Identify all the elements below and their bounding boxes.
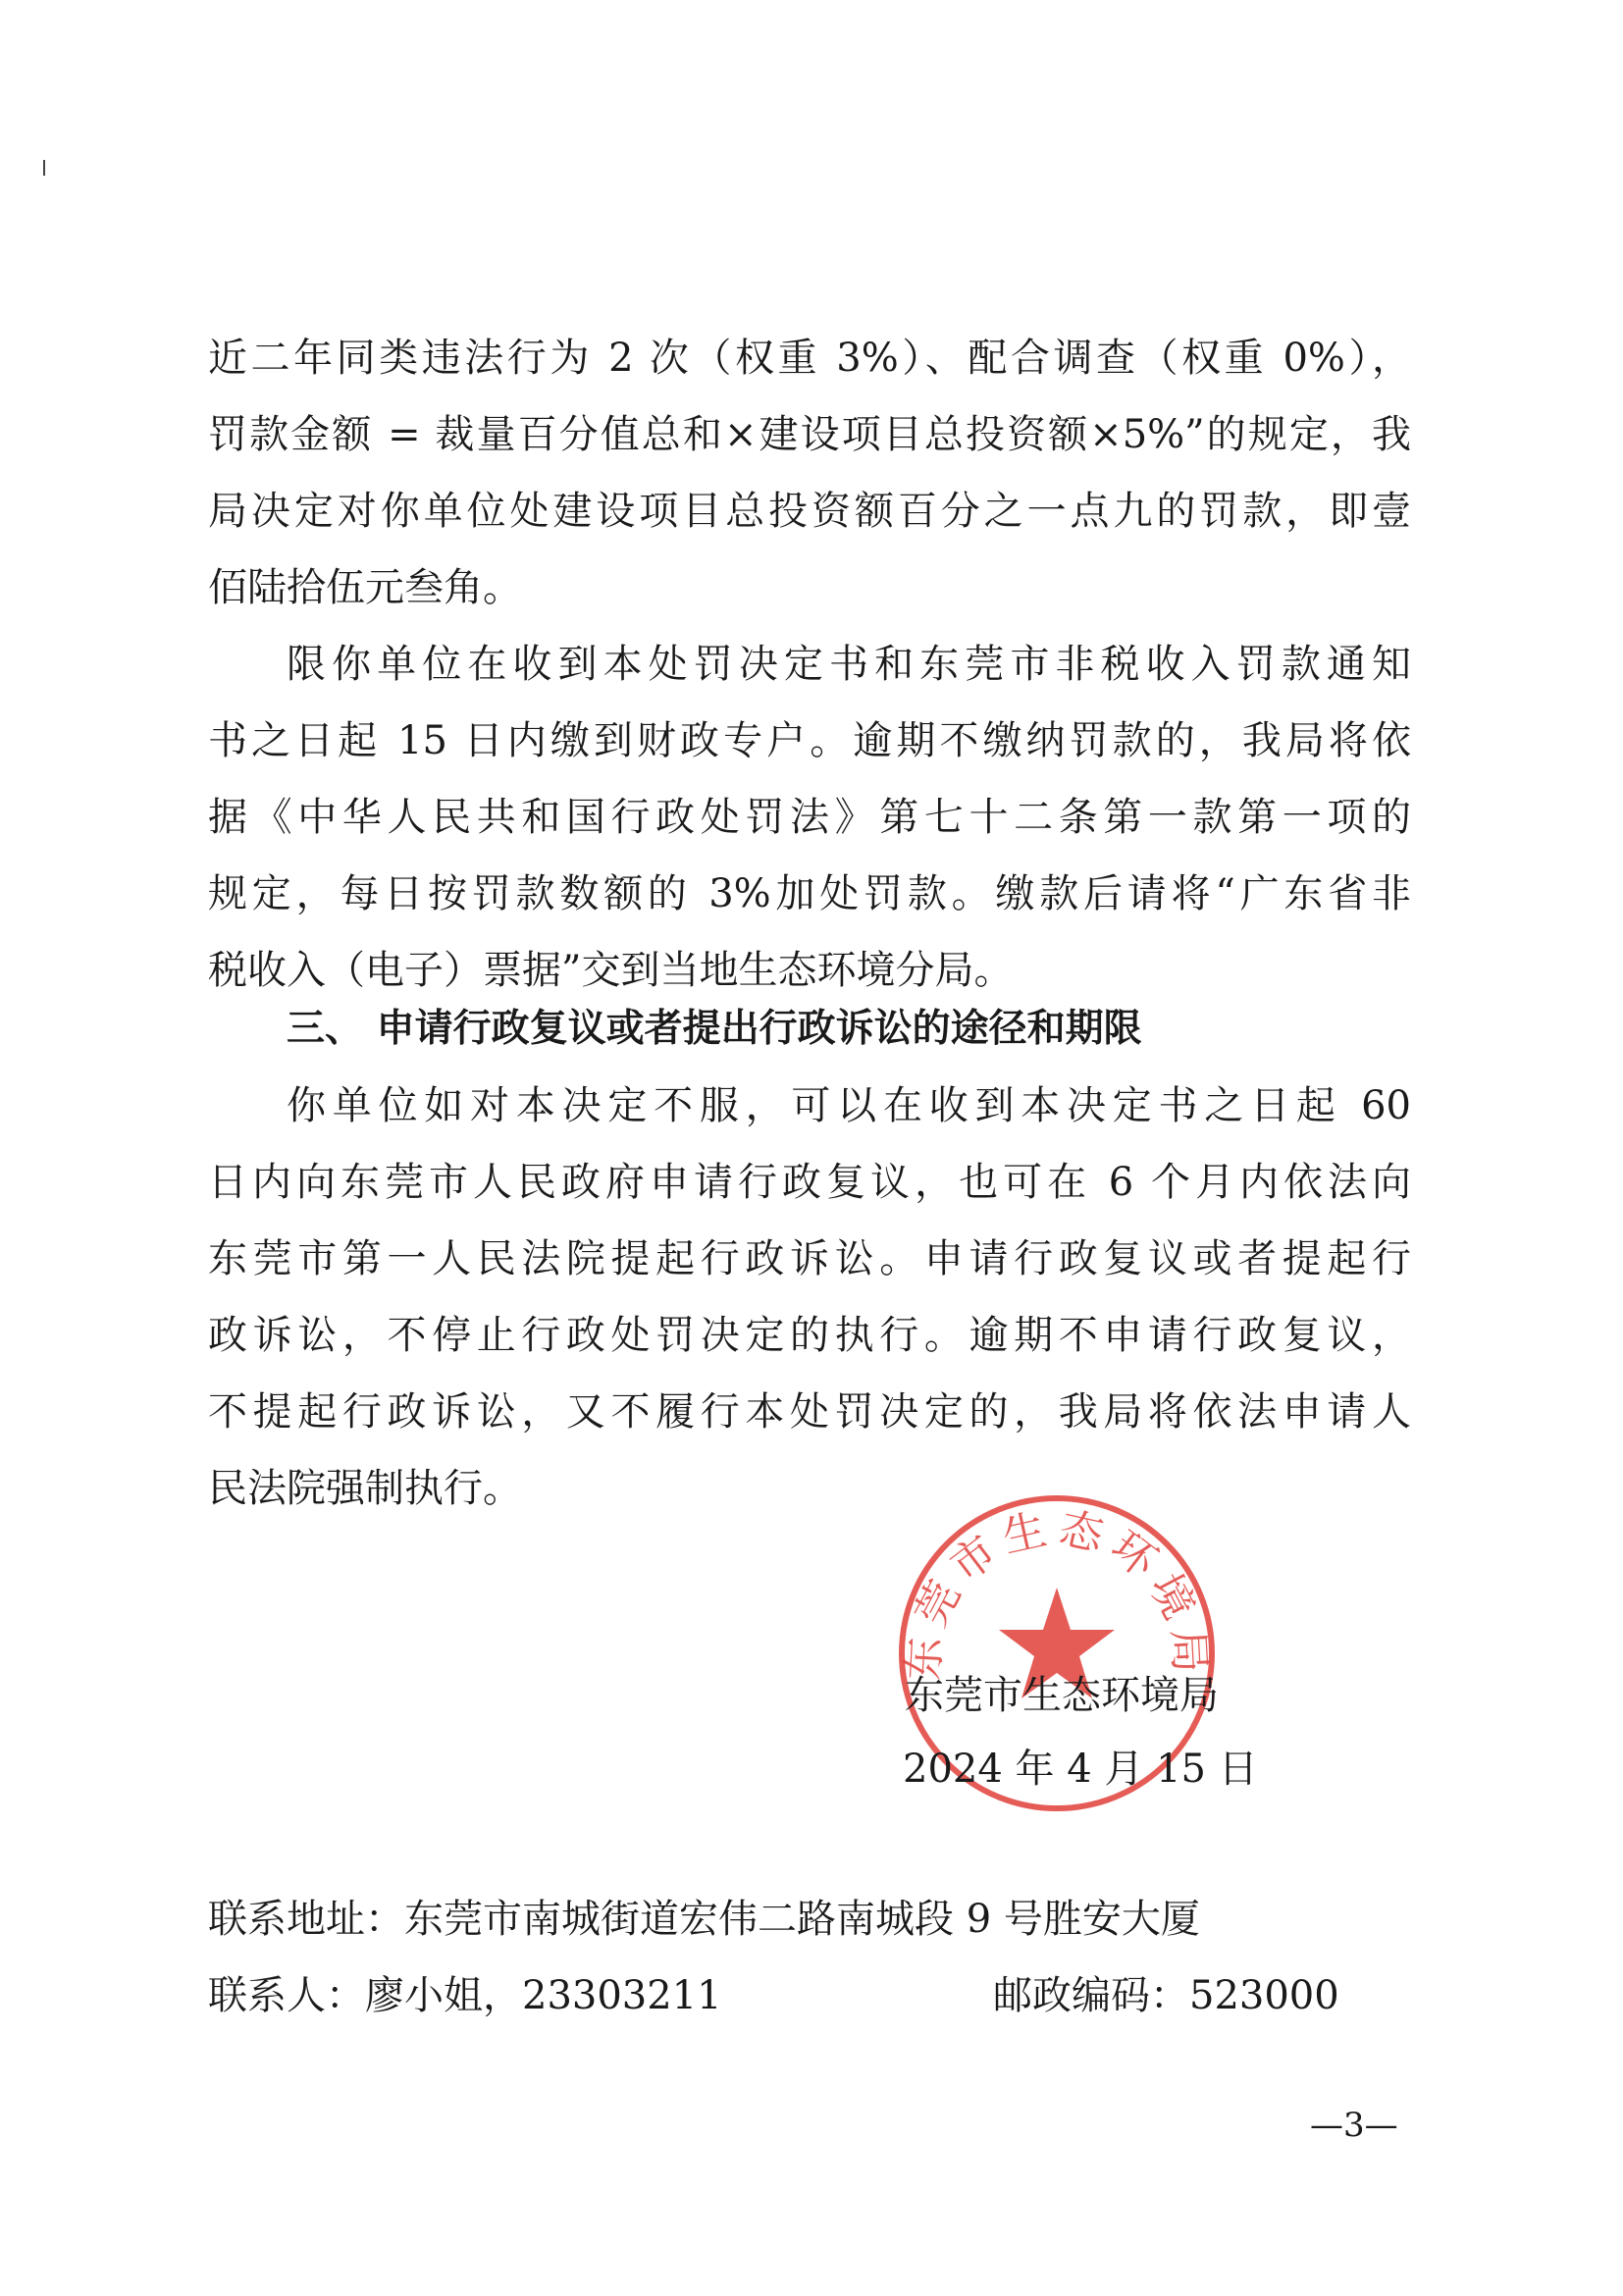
- section3-line: 日内向东莞市人民政府申请行政复议，也可在 6 个月内依法向: [208, 1160, 1411, 1205]
- paragraph1-line: 佰陆拾伍元叁角。: [208, 565, 522, 610]
- contact-person-label: 联系人：: [208, 1973, 365, 2018]
- contact-postcode-label: 邮政编码：: [993, 1973, 1189, 2018]
- contact-postcode-row: [993, 1973, 1339, 2018]
- section3-line: 不提起行政诉讼，又不履行本处罚决定的，我局将依法申请人: [208, 1389, 1411, 1435]
- section3-line: 你单位如对本决定不服，可以在收到本决定书之日起 60: [287, 1083, 1411, 1128]
- paragraph2-line: 据《中华人民共和国行政处罚法》第七十二条第一款第一项的: [208, 795, 1411, 840]
- paragraph2-line: 税收入（电子）票据”交到当地生态环境分局。: [208, 948, 1014, 993]
- svg-text:东莞市生态环境局: 东莞市生态环境局: [898, 1502, 1216, 1682]
- section3-line: 民法院强制执行。: [208, 1466, 522, 1511]
- section3-line: 东莞市第一人民法院提起行政诉讼。申请行政复议或者提起行: [208, 1236, 1411, 1281]
- contact-person: 廖小姐，23303211: [365, 1973, 722, 2018]
- page-number: —3—: [1310, 2106, 1398, 2145]
- paragraph1-line: 罚款金额 = 裁量百分值总和×建设项目总投资额×5%”的规定，我: [208, 412, 1411, 457]
- paragraph2-line: 规定，每日按罚款数额的 3%加处罚款。缴款后请将“广东省非: [208, 871, 1411, 916]
- paragraph2-line: 限你单位在收到本处罚决定书和东莞市非税收入罚款通知: [287, 642, 1411, 687]
- paragraph1-line: 近二年同类违法行为 2 次（权重 3%）、配合调查（权重 0%），: [208, 336, 1411, 381]
- section3-heading: 三、 申请行政复议或者提出行政诉讼的途径和期限: [287, 1007, 1142, 1051]
- contact-address-label: 联系地址：: [208, 1897, 404, 1942]
- paragraph2-line: 书之日起 15 日内缴到财政专户。逾期不缴纳罚款的，我局将依: [208, 718, 1411, 763]
- section3-line: 政诉讼，不停止行政处罚决定的执行。逾期不申请行政复议，: [208, 1313, 1411, 1358]
- scan-artifact: [43, 160, 45, 176]
- contact-address-row: [208, 1897, 1200, 1942]
- signature-org: 东莞市生态环境局: [905, 1673, 1219, 1718]
- contact-postcode: 523000: [1189, 1973, 1339, 2018]
- signature-date: 2024 年 4 月 15 日: [903, 1747, 1258, 1792]
- contact-person-row: [208, 1973, 722, 2018]
- paragraph1-line: 局决定对你单位处建设项目总投资额百分之一点九的罚款，即壹: [208, 489, 1411, 534]
- contact-address: 东莞市南城街道宏伟二路南城段 9 号胜安大厦: [404, 1897, 1200, 1942]
